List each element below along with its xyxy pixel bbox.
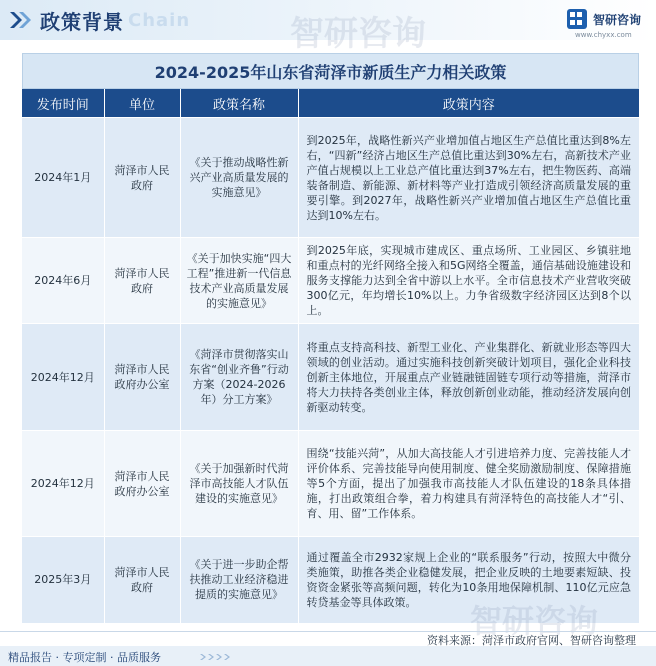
- footer-tagline: 精品报告 · 专项定制 · 品质服务: [8, 651, 161, 664]
- cell-unit: 菏泽市人民政府: [104, 238, 180, 324]
- brand-logo-icon: [567, 9, 587, 29]
- cell-content: 围绕“技能兴菏”，从加大高技能人才引进培养力度、完善技能人才评价体系、完善技能导向使用制度、健全奖励激励制度、保障措施等5个方面，提出了加强我市高技能人才队伍建设的18条具体措施，打出政策组合拳，着力构建具有菏泽特色的高技能人才“引、育、用、留”工作体系。: [298, 431, 639, 537]
- cell-content: 将重点支持高科技、新型工业化、产业集群化、新就业形态等四大领域的创业活动。通过实施科技创新突破计划项目，强化企业科技创新主体地位，开展重点产业链融链固链专项行动等措施，菏泽市将大力扶持各类创业主体，释放创新创业动能，推动经济发展向创新驱动转变。: [298, 324, 639, 431]
- brand-name: 智研咨询: [593, 12, 642, 27]
- page-title: 政策背景: [40, 10, 124, 34]
- cell-date: 2024年12月: [22, 431, 104, 537]
- table-title: 2024-2025年山东省菏泽市新质生产力相关政策: [22, 53, 639, 89]
- cell-name: 《关于进一步助企帮扶推动工业经济稳进提质的实施意见》: [180, 537, 298, 623]
- cell-date: 2024年6月: [22, 238, 104, 324]
- cell-unit: 菏泽市人民政府办公室: [104, 431, 180, 537]
- table-row: [22, 324, 639, 431]
- column-header-unit: 单位: [104, 89, 180, 118]
- table-row: [22, 431, 639, 537]
- footer-chevrons-icon: [200, 654, 260, 660]
- page-header: [0, 0, 656, 40]
- table-header-row: [22, 89, 639, 118]
- page-footer: [0, 631, 656, 666]
- source-note: 资料来源：菏泽市政府官网、智研咨询整理: [427, 634, 636, 647]
- table-row: [22, 118, 639, 238]
- cell-name: 《关于加快实施“四大工程”推进新一代信息技术产业高质量发展的实施意见》: [180, 238, 298, 324]
- cell-content: 通过覆盖全市2932家规上企业的“联系服务”行动，按照大中微分类施策，助推各类企业稳健发展，把企业反映的土地要素短缺、投资资金紧张等高频问题，转化为10条用地保障机制、110亿元应急转贷基金等具体政策。: [298, 537, 639, 623]
- cell-name: 《关于推动战略性新兴产业高质量发展的实施意见》: [180, 118, 298, 238]
- cell-name: 《菏泽市贯彻落实山东省“创业齐鲁”行动方案（2024-2026年）分工方案》: [180, 324, 298, 431]
- column-header-content: 政策内容: [298, 89, 639, 118]
- brand-url: www.chyxx.com: [575, 31, 632, 39]
- column-header-name: 政策名称: [180, 89, 298, 118]
- cell-content: 到2025年底，实现城市建成区、重点场所、工业园区、乡镇驻地和重点村的光纤网络全接入和5G网络全覆盖，通信基础设施建设和服务支撑能力达到全省中游以上水平。全市信息技术产业营收突破300亿元，年均增长10%以上。力争省级数字经济园区达到8个以上。: [298, 238, 639, 324]
- table-row: [22, 537, 639, 623]
- column-header-date: 发布时间: [22, 89, 104, 118]
- cell-date: 2024年1月: [22, 118, 104, 238]
- cell-unit: 菏泽市人民政府办公室: [104, 324, 180, 431]
- chevron-decoration-icon: [10, 10, 32, 30]
- cell-unit: 菏泽市人民政府: [104, 537, 180, 623]
- header-watermark-text: Chain: [128, 10, 191, 31]
- table-row: [22, 238, 639, 324]
- policy-table-container: [22, 53, 639, 623]
- cell-name: 《关于加强新时代菏泽市高技能人才队伍建设的实施意见》: [180, 431, 298, 537]
- cell-content: 到2025年，战略性新兴产业增加值占地区生产总值比重达到8%左右，“四新”经济占地区生产总值比重达到30%左右，高新技术产业产值占规模以上工业总产值比重达到37%左右，把生物医药、高端装备制造、新能源、新材料等产业打造成引领经济高质量发展的重要引擎。到2027年，战略性新兴产业增加值占地区生产总值比重达到10%左右。: [298, 118, 639, 238]
- brand: [567, 9, 641, 29]
- cell-date: 2024年12月: [22, 324, 104, 431]
- cell-date: 2025年3月: [22, 537, 104, 623]
- policy-table: [22, 89, 639, 623]
- cell-unit: 菏泽市人民政府: [104, 118, 180, 238]
